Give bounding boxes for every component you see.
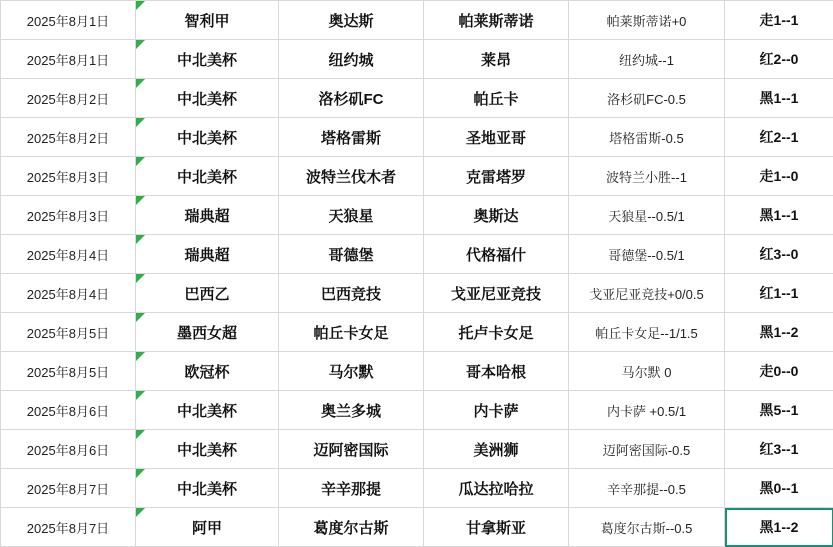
away-team-cell: 内卡萨 xyxy=(424,391,569,430)
away-team-cell: 帕莱斯蒂诺 xyxy=(424,1,569,40)
match-date-cell: 2025年8月2日 xyxy=(1,118,136,157)
result-cell: 黑1--2 xyxy=(725,508,833,547)
away-team-cell: 帕丘卡 xyxy=(424,79,569,118)
league-cell: 巴西乙 xyxy=(136,274,279,313)
table-row[interactable] xyxy=(1,274,833,313)
away-team-cell: 戈亚尼亚竞技 xyxy=(424,274,569,313)
result-cell: 红1--1 xyxy=(725,274,833,313)
result-cell: 红3--1 xyxy=(725,430,833,469)
match-date-cell: 2025年8月5日 xyxy=(1,352,136,391)
match-date-cell: 2025年8月7日 xyxy=(1,469,136,508)
away-team-cell: 甘拿斯亚 xyxy=(424,508,569,547)
match-date-cell: 2025年8月1日 xyxy=(1,40,136,79)
table-row[interactable] xyxy=(1,508,833,547)
table-row[interactable] xyxy=(1,235,833,274)
away-team-cell: 哥本哈根 xyxy=(424,352,569,391)
handicap-cell: 纽约城--1 xyxy=(569,40,725,79)
league-cell: 阿甲 xyxy=(136,508,279,547)
table-row[interactable] xyxy=(1,79,833,118)
handicap-cell: 波特兰小胜--1 xyxy=(569,157,725,196)
match-date-cell: 2025年8月7日 xyxy=(1,508,136,547)
home-team-cell: 奥兰多城 xyxy=(279,391,424,430)
league-cell: 中北美杯 xyxy=(136,118,279,157)
league-cell: 中北美杯 xyxy=(136,391,279,430)
handicap-cell: 哥德堡--0.5/1 xyxy=(569,235,725,274)
home-team-cell: 辛辛那提 xyxy=(279,469,424,508)
result-cell: 走1--1 xyxy=(725,1,833,40)
handicap-cell: 辛辛那提--0.5 xyxy=(569,469,725,508)
away-team-cell: 代格福什 xyxy=(424,235,569,274)
league-cell: 欧冠杯 xyxy=(136,352,279,391)
match-date-cell: 2025年8月2日 xyxy=(1,79,136,118)
away-team-cell: 克雷塔罗 xyxy=(424,157,569,196)
league-cell: 瑞典超 xyxy=(136,196,279,235)
away-team-cell: 瓜达拉哈拉 xyxy=(424,469,569,508)
league-cell: 瑞典超 xyxy=(136,235,279,274)
league-cell: 墨西女超 xyxy=(136,313,279,352)
match-date-cell: 2025年8月3日 xyxy=(1,196,136,235)
result-cell: 黑1--1 xyxy=(725,79,833,118)
home-team-cell: 洛杉矶FC xyxy=(279,79,424,118)
away-team-cell: 莱昂 xyxy=(424,40,569,79)
handicap-cell: 帕丘卡女足--1/1.5 xyxy=(569,313,725,352)
home-team-cell: 塔格雷斯 xyxy=(279,118,424,157)
league-cell: 中北美杯 xyxy=(136,430,279,469)
match-date-cell: 2025年8月6日 xyxy=(1,391,136,430)
home-team-cell: 帕丘卡女足 xyxy=(279,313,424,352)
result-cell: 红3--0 xyxy=(725,235,833,274)
table-row[interactable] xyxy=(1,313,833,352)
result-cell: 走0--0 xyxy=(725,352,833,391)
match-date-cell: 2025年8月4日 xyxy=(1,235,136,274)
handicap-cell: 马尔默 0 xyxy=(569,352,725,391)
result-cell: 红2--1 xyxy=(725,118,833,157)
home-team-cell: 迈阿密国际 xyxy=(279,430,424,469)
home-team-cell: 天狼星 xyxy=(279,196,424,235)
home-team-cell: 纽约城 xyxy=(279,40,424,79)
away-team-cell: 美洲狮 xyxy=(424,430,569,469)
away-team-cell: 圣地亚哥 xyxy=(424,118,569,157)
league-cell: 中北美杯 xyxy=(136,79,279,118)
home-team-cell: 哥德堡 xyxy=(279,235,424,274)
match-date-cell: 2025年8月3日 xyxy=(1,157,136,196)
table-row[interactable] xyxy=(1,469,833,508)
home-team-cell: 马尔默 xyxy=(279,352,424,391)
table-row[interactable] xyxy=(1,157,833,196)
table-row[interactable] xyxy=(1,391,833,430)
table-row[interactable] xyxy=(1,352,833,391)
handicap-cell: 葛度尔古斯--0.5 xyxy=(569,508,725,547)
home-team-cell: 波特兰伐木者 xyxy=(279,157,424,196)
table-row[interactable] xyxy=(1,430,833,469)
handicap-cell: 迈阿密国际-0.5 xyxy=(569,430,725,469)
handicap-cell: 内卡萨 +0.5/1 xyxy=(569,391,725,430)
result-cell: 黑1--2 xyxy=(725,313,833,352)
away-team-cell: 托卢卡女足 xyxy=(424,313,569,352)
home-team-cell: 葛度尔古斯 xyxy=(279,508,424,547)
result-cell: 黑1--1 xyxy=(725,196,833,235)
away-team-cell: 奥斯达 xyxy=(424,196,569,235)
result-cell: 红2--0 xyxy=(725,40,833,79)
result-cell: 黑0--1 xyxy=(725,469,833,508)
match-date-cell: 2025年8月6日 xyxy=(1,430,136,469)
league-cell: 中北美杯 xyxy=(136,469,279,508)
home-team-cell: 奥达斯 xyxy=(279,1,424,40)
home-team-cell: 巴西竞技 xyxy=(279,274,424,313)
handicap-cell: 戈亚尼亚竞技+0/0.5 xyxy=(569,274,725,313)
match-date-cell: 2025年8月4日 xyxy=(1,274,136,313)
result-cell: 黑5--1 xyxy=(725,391,833,430)
result-cell: 走1--0 xyxy=(725,157,833,196)
table-row[interactable] xyxy=(1,40,833,79)
handicap-cell: 塔格雷斯-0.5 xyxy=(569,118,725,157)
match-table-body xyxy=(1,1,833,547)
handicap-cell: 天狼星--0.5/1 xyxy=(569,196,725,235)
league-cell: 中北美杯 xyxy=(136,40,279,79)
league-cell: 中北美杯 xyxy=(136,157,279,196)
league-cell: 智利甲 xyxy=(136,1,279,40)
table-row[interactable] xyxy=(1,1,833,40)
match-date-cell: 2025年8月5日 xyxy=(1,313,136,352)
table-row[interactable] xyxy=(1,118,833,157)
handicap-cell: 洛杉矶FC-0.5 xyxy=(569,79,725,118)
table-row[interactable] xyxy=(1,196,833,235)
match-date-cell: 2025年8月1日 xyxy=(1,1,136,40)
handicap-cell: 帕莱斯蒂诺+0 xyxy=(569,1,725,40)
